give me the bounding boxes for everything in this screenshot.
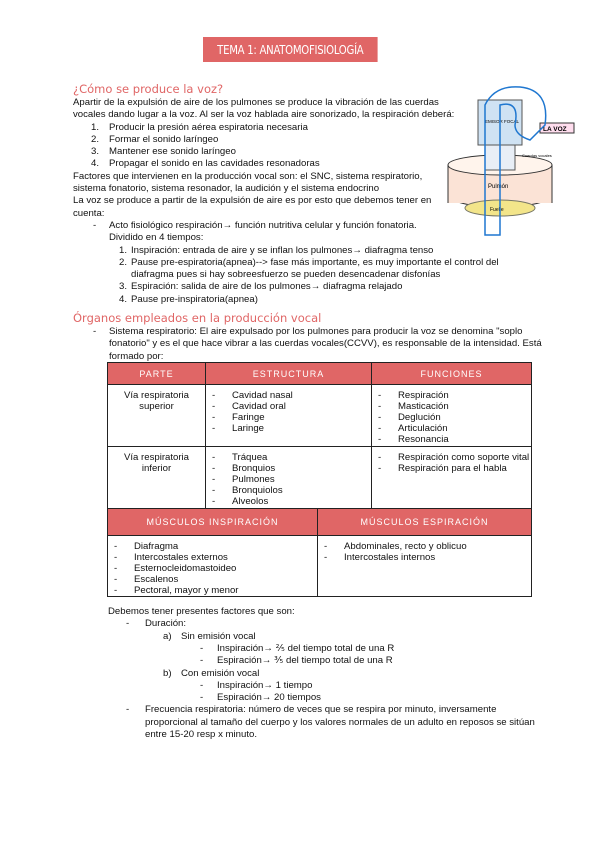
list-item: - Abdominales, recto y oblicuo [318,541,531,552]
paragraph: entre 15-20 resp x minuto. [145,729,257,740]
list-number: 4. [119,293,128,305]
bullet-dash: - [93,219,97,231]
list-item: Pause pre-espiratoria(apnea)--> fase más importante, es muy importante el control del [131,256,499,268]
list-item: - Intercostales internos [318,552,531,563]
col-inspiracion: MÚSCULOS INSPIRACIÓN [108,509,318,536]
organs-table [107,362,532,509]
table-row [108,447,532,509]
emisor-label: EMISOR FOCAL [485,119,520,124]
list-item: - Respiración como soporte vital [372,452,531,463]
list-item: - Bronquios [206,463,371,474]
section-heading-organs: Órganos empleados en la producción vocal [73,311,322,325]
cuerdas-label: Cuerdas vocales [522,153,552,158]
bullet-dash: - [200,679,204,691]
list-item: Propagar el sonido en las cavidades resonadoras [109,158,320,170]
list-item: Inspiración→ 1 tiempo [217,679,313,691]
list-number: 1. [91,121,100,133]
list-item: Formar el sonido laríngeo [109,133,219,145]
paragraph: vocales dando lugar a la voz. Al ser la voz hablada aire sonorizado, la respiración deberá: [73,109,455,120]
list-item: - Pectoral, mayor y menor [108,585,317,596]
list-item: - Esternocleidomastoideo [108,563,317,574]
list-letter: a) [163,630,172,642]
list-item: Inspiración→ ⅖ del tiempo total de una R [217,642,395,654]
bullet-dash: - [200,642,204,654]
list-number: 4. [91,158,100,170]
paragraph: Frecuencia respiratoria: número de veces que se respira por minuto, inversamente [145,704,497,716]
pulmon-label: Pulmón [488,184,509,190]
paragraph: La voz se produce a partir de la expulsión de aire es por esto que debemos tener en [73,195,432,207]
parte-cell: Vía respiratoria superior [108,385,206,447]
paragraph: formado por: [109,350,164,362]
list-number: 3. [119,281,128,293]
list-item: - Bronquiolos [206,485,371,496]
bullet-item: Duración: [145,618,187,630]
col-funciones: FUNCIONES [372,363,532,385]
fuelle-label: Fuelle [490,207,504,213]
list-item: - Intercostales externos [108,552,317,563]
list-item: - Cavidad oral [206,401,371,412]
list-item: Mantener ese sonido laríngeo [109,146,236,158]
col-espiracion: MÚSCULOS ESPIRACIÓN [318,509,532,536]
paragraph: cuenta: [73,207,105,219]
parte-cell: Vía respiratoria inferior [108,447,206,509]
list-item: - Pulmones [206,474,371,485]
list-item: - Faringe [206,412,371,423]
bullet-dash: - [200,655,204,667]
list-item: - Escalenos [108,574,317,585]
muscles-table [107,508,532,597]
list-item: Pause pre-inspiratoria(apnea) [131,293,258,305]
list-item: Espiración: salida de aire de los pulmones→ diafragma relajado [131,281,403,293]
list-number: 3. [91,146,100,158]
voz-label: LA VOZ [543,126,567,133]
paragraph: fonatorio" y es el que hace vibrar a las cuerdas vocales(CCVV), es responsable de la intensidad. Está [109,338,542,350]
paragraph: sistema fonatorio, sistema resonador, la audición y el sistema endocrino [73,183,380,194]
list-item: Espiración→ ⅗ del tiempo total de una R [217,655,393,667]
list-item: - Respiración para el habla [372,463,531,474]
list-item: - Diafragma [108,541,317,552]
list-item: - Cavidad nasal [206,390,371,401]
list-item: - Laringe [206,423,371,434]
list-item: - Tráquea [206,452,371,463]
voice-production-diagram [440,85,580,240]
list-letter: b) [163,667,172,679]
list-number: 1. [119,244,128,256]
col-estructura: ESTRUCTURA [206,363,372,385]
list-item: Con emisión vocal [181,667,260,679]
list-item: - Deglución [372,412,531,423]
paragraph: Debemos tener presentes factores que son: [108,606,295,617]
list-item: - Masticación [372,401,531,412]
bullet-item: Dividido en 4 tiempos: [109,232,204,244]
list-item: - Resonancia [372,434,531,445]
bullet-item: Acto fisiológico respiración→ función nutritiva celular y función fonatoria. [109,219,417,231]
list-item: - Respiración [372,390,531,401]
list-item: - Articulación [372,423,531,434]
list-item: Inspiración: entrada de aire y se inflan los pulmones→ diafragma tenso [131,244,434,256]
list-number: 2. [91,133,100,145]
list-item: Espiración→ 20 tiempos [217,692,321,704]
bullet-dash: - [126,618,130,630]
paragraph: Apartir de la expulsión de aire de los pulmones se produce la vibración de las cuerdas [73,97,439,108]
section-heading-voice: ¿Cómo se produce la voz? [73,82,224,96]
table-row [108,385,532,447]
paragraph: Sistema respiratorio: El aire expulsado por los pulmones para producir la voz se denomina "soplo [109,326,523,337]
list-item: Sin emisión vocal [181,630,256,642]
paragraph: Factores que intervienen en la producción vocal son: el SNC, sistema respiratorio, [73,170,423,182]
list-item: Producir la presión aérea espiratoria necesaria [109,121,308,133]
paragraph: proporcional al tamaño del cuerpo y los valores normales de un adulto en reposos se sitúan [145,716,535,728]
list-number: 2. [119,256,128,268]
document-title: TEMA 1: ANATOMOFISIOLOGÍA LARÍNGEA [203,37,378,62]
bullet-dash: - [126,704,130,716]
list-item: - Alveolos [206,496,371,507]
list-item: diafragma pues si hay sobreesfuerzo se pueden desencadenar disfonías [131,269,441,281]
bullet-dash: - [200,692,204,704]
col-parte: PARTE [108,363,206,385]
bullet-dash: - [93,326,97,337]
